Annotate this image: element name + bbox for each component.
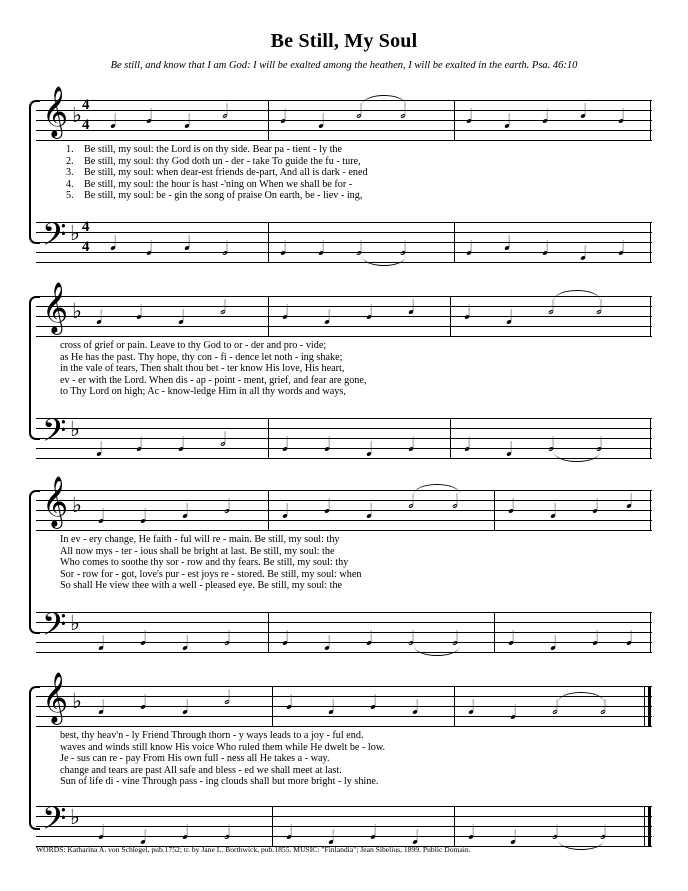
verse-number: 2. [66, 155, 74, 167]
note: 𝅗𝅥 [222, 101, 228, 123]
note: 𝅘𝅥 [140, 628, 147, 650]
system-2-bass-staff [36, 412, 652, 462]
treble-clef-icon: 𝄞 [42, 672, 69, 723]
note: 𝅗𝅥 [596, 434, 602, 456]
note: 𝅘𝅥 [510, 827, 517, 849]
verse-number: 3. [66, 167, 74, 179]
treble-clef-icon: 𝄞 [42, 86, 69, 137]
note: 𝅘𝅥 [412, 697, 419, 719]
final-barline [648, 806, 651, 847]
note: 𝅘𝅥 [370, 822, 377, 844]
note: 𝅘𝅥 [136, 434, 143, 456]
note: 𝅗𝅥 [400, 101, 406, 123]
barline [494, 490, 495, 531]
note: 𝅗𝅥 [400, 238, 406, 260]
barline [650, 490, 651, 531]
lyric-text: Be still, my soul: when dear-est friends de-part, And all is dark - ened [84, 167, 368, 179]
note: 𝅘𝅥 [580, 243, 587, 265]
verse-number: 4. [66, 178, 74, 190]
note: 𝅘𝅥 [466, 238, 473, 260]
lyric-line [36, 375, 652, 387]
note: 𝅗𝅥 [224, 628, 230, 650]
note: 𝅗𝅥 [224, 822, 230, 844]
system-2-treble-staff [36, 282, 652, 340]
system-4 [36, 672, 652, 730]
note: 𝅗𝅥 [408, 491, 414, 513]
note: 𝅘𝅥 [324, 633, 331, 655]
note: 𝅘𝅥 [408, 297, 415, 319]
barline [644, 806, 645, 847]
note: 𝅘𝅥 [280, 106, 287, 128]
lyric-text: Be still, my soul: the hour is hast -'ning on When we shall be for - [84, 178, 353, 190]
lyric-text: All now mys - ter - ious shall be bright at last. Be still, my soul: the [60, 545, 335, 557]
note: 𝅘𝅥 [592, 496, 599, 518]
lyric-line [36, 363, 652, 375]
lyric-line [36, 167, 652, 179]
barline [454, 222, 455, 263]
lyric-line [36, 742, 652, 754]
treble-clef-icon: 𝄞 [42, 282, 69, 333]
system-3-lyrics [36, 534, 652, 592]
lyric-text: Be still, my soul: be - gin the song of praise On earth, be - liev - ing, [84, 190, 363, 202]
system-2 [36, 282, 652, 340]
lyric-line [36, 776, 652, 788]
lyric-text: waves and winds still know His voice Who ruled them while He dwelt be - low. [60, 741, 386, 753]
lyric-text: as He has the past. Thy hope, thy con - fi - dence let noth - ing shake; [60, 351, 343, 363]
note: 𝅘𝅥 [550, 633, 557, 655]
lyric-line [36, 144, 652, 156]
bass-clef-icon: 𝄢 [42, 216, 67, 260]
lyric-line [36, 386, 652, 398]
note: 𝅘𝅥 [370, 692, 377, 714]
note: 𝅘𝅥 [286, 822, 293, 844]
note: 𝅘𝅥 [96, 307, 103, 329]
note: 𝅘𝅥 [146, 238, 153, 260]
note: 𝅗𝅥 [552, 822, 558, 844]
system-1-lyrics [36, 144, 652, 202]
lyric-line [36, 569, 652, 581]
note: 𝅘𝅥 [328, 827, 335, 849]
lyric-text: best, thy heav'n - ly Friend Through thorn - y ways leads to a joy - ful end. [60, 730, 364, 741]
time-signature-bottom: 4 [82, 117, 90, 133]
lyric-line [36, 730, 652, 742]
note: 𝅘𝅥 [468, 697, 475, 719]
note: 𝅘𝅥 [506, 307, 513, 329]
lyric-line [36, 765, 652, 777]
lyric-text: Sun of life di - vine Through pass - ing clouds shall but more bright - ly shine. [60, 776, 379, 788]
note: 𝅘𝅥 [506, 439, 513, 461]
barline [268, 222, 269, 263]
lyric-text: Be still, my soul: the Lord is on thy side. Bear pa - tient - ly the [84, 144, 343, 155]
barline [650, 100, 651, 141]
time-signature-top: 4 [82, 97, 90, 113]
key-signature-flat: ♭ [70, 611, 80, 635]
note: 𝅘𝅥 [282, 302, 289, 324]
note: 𝅘𝅥 [282, 501, 289, 523]
note: 𝅗𝅥 [600, 822, 606, 844]
lyric-line [36, 580, 652, 592]
note: 𝅗𝅥 [452, 628, 458, 650]
verse-number: 1. [66, 144, 74, 155]
time-signature-top: 4 [82, 219, 90, 235]
note: 𝅘𝅥 [412, 827, 419, 849]
lyric-line [36, 156, 652, 168]
note: 𝅘𝅥 [626, 491, 633, 513]
note: 𝅘𝅥 [110, 111, 117, 133]
system-4-lyrics [36, 730, 652, 788]
slur [558, 840, 604, 850]
lyric-text: So shall He view thee with a well - pleased eye. Be still, my soul: the [60, 580, 343, 592]
lyric-text: Be still, my soul: thy God doth un - der - take To guide the fu - ture, [84, 155, 361, 167]
note: 𝅘𝅥 [580, 101, 587, 123]
note: 𝅗𝅥 [408, 628, 414, 650]
note: 𝅘𝅥 [504, 111, 511, 133]
barline [650, 612, 651, 653]
note: 𝅘𝅥 [282, 434, 289, 456]
note: 𝅘𝅥 [366, 439, 373, 461]
note: 𝅗𝅥 [220, 429, 226, 451]
note: 𝅘𝅥 [98, 633, 105, 655]
lyric-text: Who comes to soothe thy sor - row and thy fears. Be still, my soul: thy [60, 557, 349, 569]
key-signature-flat: ♭ [72, 299, 82, 323]
credits-footer: WORDS: Katharina A. von Schlegel, pub.1752; tr. by Jane L. Borthwick, pub.1855. MUSIC: "Finlandia"; Jean Sibelius, 1899. Public Domain. [36, 845, 471, 854]
note: 𝅘𝅥 [324, 307, 331, 329]
system-1-treble-staff [36, 86, 652, 144]
note: 𝅘𝅥 [96, 439, 103, 461]
note: 𝅘𝅥 [282, 628, 289, 650]
note: 𝅗𝅥 [356, 101, 362, 123]
note: 𝅘𝅥 [178, 434, 185, 456]
note: 𝅗𝅥 [548, 434, 554, 456]
lyric-line [36, 340, 652, 352]
note: 𝅘𝅥 [110, 233, 117, 255]
note: 𝅘𝅥 [182, 633, 189, 655]
slur [554, 452, 600, 462]
note: 𝅘𝅥 [366, 302, 373, 324]
lyric-text: In ev - ery change, He faith - ful will re - main. Be still, my soul: thy [60, 534, 340, 545]
note: 𝅘𝅥 [178, 307, 185, 329]
note: 𝅘𝅥 [184, 111, 191, 133]
barline [644, 686, 645, 727]
note: 𝅘𝅥 [324, 496, 331, 518]
note: 𝅘𝅥 [182, 822, 189, 844]
key-signature-flat: ♭ [70, 805, 80, 829]
barline [494, 612, 495, 653]
barline [268, 296, 269, 337]
note: 𝅘𝅥 [182, 697, 189, 719]
note: 𝅘𝅥 [136, 302, 143, 324]
key-signature-flat: ♭ [70, 417, 80, 441]
key-signature-flat: ♭ [72, 493, 82, 517]
note: 𝅗𝅥 [596, 297, 602, 319]
note: 𝅘𝅥 [184, 233, 191, 255]
lyric-line [36, 352, 652, 364]
system-2-lyrics [36, 340, 652, 398]
lyric-line [36, 179, 652, 191]
note: 𝅗𝅥 [452, 491, 458, 513]
note: 𝅘𝅥 [618, 238, 625, 260]
lyric-line [36, 557, 652, 569]
note: 𝅘𝅥 [146, 106, 153, 128]
note: 𝅗𝅥 [356, 238, 362, 260]
note: 𝅗𝅥 [222, 238, 228, 260]
bass-clef-icon: 𝄢 [42, 800, 67, 844]
lyric-line [36, 534, 652, 546]
key-signature-flat: ♭ [72, 689, 82, 713]
note: 𝅘𝅥 [508, 496, 515, 518]
barline [454, 806, 455, 847]
barline [268, 612, 269, 653]
bass-clef-icon: 𝄢 [42, 412, 67, 456]
key-signature-flat: ♭ [72, 103, 82, 127]
note: 𝅘𝅥 [550, 501, 557, 523]
note: 𝅘𝅥 [98, 506, 105, 528]
barline [272, 686, 273, 727]
note: 𝅘𝅥 [140, 692, 147, 714]
barline [450, 418, 451, 459]
verse-number: 5. [66, 190, 74, 202]
lyric-line [36, 190, 652, 202]
note: 𝅘𝅥 [98, 822, 105, 844]
scripture-subtitle: Be still, and know that I am God: I will be exalted among the heathen, I will be exalted in the earth. Psa. 46:10 [110, 60, 578, 71]
note: 𝅘𝅥 [140, 827, 147, 849]
note: 𝅗𝅥 [224, 496, 230, 518]
note: 𝅘𝅥 [468, 822, 475, 844]
note: 𝅗𝅥 [224, 687, 230, 709]
note: 𝅘𝅥 [592, 628, 599, 650]
lyric-text: ev - er with the Lord. When dis - ap - point - ment, grief, and fear are gone, [60, 374, 367, 386]
system-3-bass-staff [36, 606, 652, 656]
barline [272, 806, 273, 847]
note: 𝅘𝅥 [542, 238, 549, 260]
barline [650, 222, 651, 263]
lyric-text: change and tears are past All safe and bless - ed we shall meet at last. [60, 764, 342, 776]
lyric-text: Je - sus can re - pay From His own full - ness all He takes a - way. [60, 753, 330, 765]
note: 𝅘𝅥 [318, 111, 325, 133]
lyric-line [36, 753, 652, 765]
lyric-text: in the vale of tears, Then shalt thou bet - ter know His love, His heart, [60, 363, 345, 375]
system-3-treble-staff [36, 476, 652, 534]
note: 𝅘𝅥 [324, 434, 331, 456]
note: 𝅘𝅥 [464, 302, 471, 324]
lyric-line [36, 546, 652, 558]
barline [450, 296, 451, 337]
note: 𝅘𝅥 [618, 106, 625, 128]
time-signature-bottom: 4 [82, 239, 90, 255]
slur [554, 290, 600, 300]
system-4-bass-staff [36, 800, 652, 850]
note: 𝅗𝅥 [600, 697, 606, 719]
system-1-bass-staff [36, 216, 652, 266]
note: 𝅘𝅥 [328, 697, 335, 719]
note: 𝅘𝅥 [98, 697, 105, 719]
system-1 [36, 86, 652, 144]
lyric-text: to Thy Lord on high; Ac - know-ledge Him in all thy words and ways, [60, 386, 346, 398]
note: 𝅘𝅥 [366, 501, 373, 523]
note: 𝅘𝅥 [280, 238, 287, 260]
note: 𝅘𝅥 [408, 434, 415, 456]
note: 𝅗𝅥 [220, 297, 226, 319]
treble-clef-icon: 𝄞 [42, 476, 69, 527]
note: 𝅘𝅥 [504, 233, 511, 255]
system-4-treble-staff [36, 672, 652, 730]
note: 𝅘𝅥 [140, 506, 147, 528]
note: 𝅗𝅥 [548, 297, 554, 319]
key-signature-flat: ♭ [70, 221, 80, 245]
slur [558, 692, 604, 702]
lyric-text: Sor - row for - got, love's pur - est joys re - stored. Be still, my soul: when [60, 568, 362, 580]
barline [454, 686, 455, 727]
bass-clef-icon: 𝄢 [42, 606, 67, 650]
note: 𝅘𝅥 [286, 692, 293, 714]
barline [454, 100, 455, 141]
page-title: Be Still, My Soul [270, 30, 418, 52]
note: 𝅘𝅥 [542, 106, 549, 128]
note: 𝅘𝅥 [464, 434, 471, 456]
system-3 [36, 476, 652, 534]
barline [268, 418, 269, 459]
barline [650, 296, 651, 337]
note: 𝅘𝅥 [508, 628, 515, 650]
note: 𝅘𝅥 [626, 628, 633, 650]
note: 𝅘𝅥 [466, 106, 473, 128]
lyric-text: cross of grief or pain. Leave to thy God to or - der and pro - vide; [60, 340, 327, 351]
barline [268, 100, 269, 141]
barline [268, 490, 269, 531]
note: 𝅗𝅥 [552, 697, 558, 719]
note: 𝅘𝅥 [182, 501, 189, 523]
barline [650, 418, 651, 459]
final-barline [648, 686, 651, 727]
note: 𝅘𝅥 [510, 702, 517, 724]
note: 𝅘𝅥 [318, 238, 325, 260]
note: 𝅘𝅥 [366, 628, 373, 650]
